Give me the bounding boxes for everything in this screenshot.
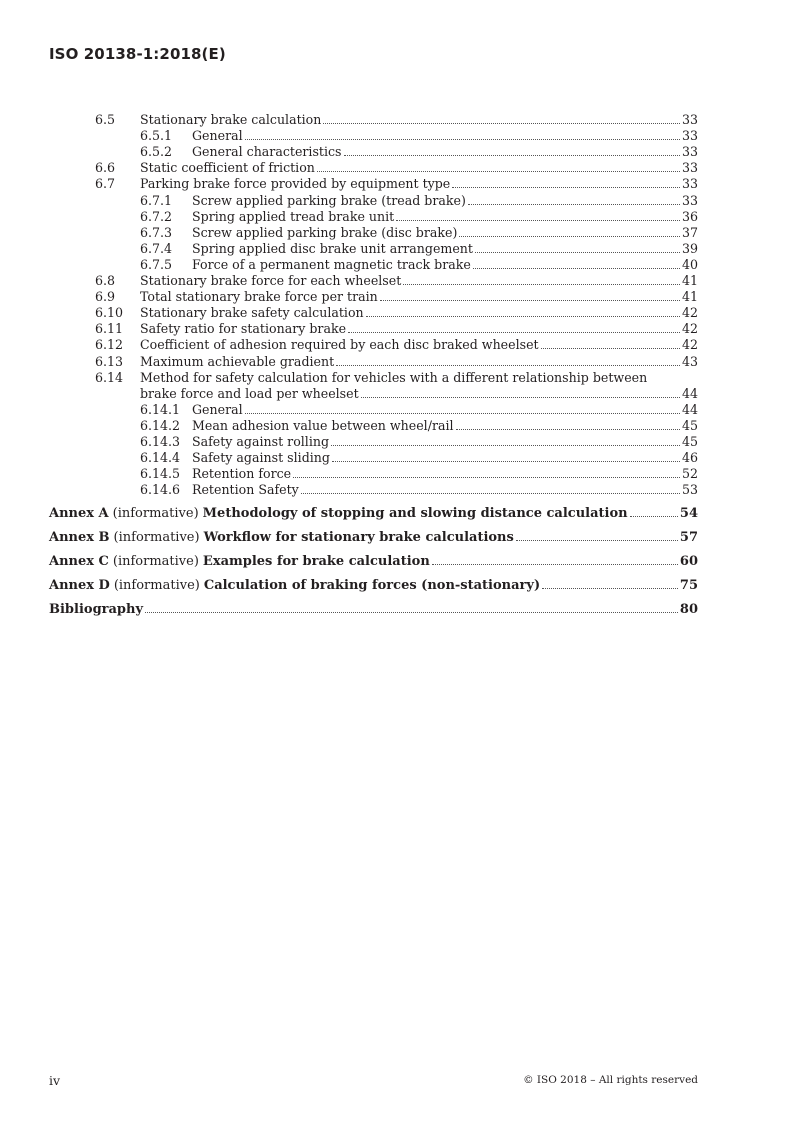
dot-leader xyxy=(366,316,680,317)
toc-entry-page: 37 xyxy=(681,224,698,240)
dot-leader xyxy=(468,204,680,205)
toc-entry-page: 52 xyxy=(681,466,698,482)
dot-leader xyxy=(396,220,680,221)
toc-entry-number: 6.9 xyxy=(95,289,116,305)
toc-entry-title: Spring applied tread brake unit xyxy=(192,208,395,224)
toc-entry-page: 46 xyxy=(681,450,698,466)
toc-entry-number: 6.7.1 xyxy=(140,192,173,208)
dot-leader xyxy=(452,187,680,188)
toc-entry-number: 6.11 xyxy=(95,321,124,337)
toc-entry-number: 6.5.1 xyxy=(140,128,173,144)
dot-leader xyxy=(145,612,678,613)
annex-label: Annex A xyxy=(49,506,109,521)
toc-entry-title: Force of a permanent magnetic track brake xyxy=(192,256,471,272)
annex-label: Annex D xyxy=(49,578,110,593)
toc-entry[interactable] xyxy=(0,209,698,225)
annex-entry[interactable] xyxy=(49,577,698,595)
toc-entry[interactable] xyxy=(0,289,698,305)
dot-leader xyxy=(403,284,680,285)
toc-entry-title: Spring applied disc brake unit arrangement xyxy=(192,240,473,256)
toc-entry-page: 39 xyxy=(681,240,698,256)
toc-entry-title: General xyxy=(192,128,243,144)
toc-entry-title: Parking brake force provided by equipment type xyxy=(140,176,451,192)
toc-entry[interactable] xyxy=(0,273,698,289)
dot-leader xyxy=(348,332,680,333)
annex-informative-tag: (informative) xyxy=(113,530,200,545)
toc-entry-page: 42 xyxy=(681,305,698,321)
toc-entry[interactable] xyxy=(0,337,698,353)
toc-entry-number: 6.5 xyxy=(95,112,116,127)
dot-leader xyxy=(380,300,680,301)
dot-leader xyxy=(459,236,680,237)
dot-leader xyxy=(456,429,680,430)
toc-entry-number: 6.7.4 xyxy=(140,240,173,256)
bibliography-entry[interactable] xyxy=(49,601,698,619)
toc-entry-page: 44 xyxy=(681,401,698,417)
dot-leader xyxy=(542,588,678,589)
toc-entry-number: 6.7.3 xyxy=(140,224,173,240)
toc-entry-page: 33 xyxy=(681,176,698,192)
toc-entry-page: 44 xyxy=(681,385,698,401)
toc-entry-number: 6.6 xyxy=(95,160,116,176)
toc-entry[interactable] xyxy=(0,466,698,482)
annex-informative-tag: (informative) xyxy=(112,506,199,521)
annex-title: Methodology of stopping and slowing distance calculation xyxy=(202,506,628,521)
annex-title: Workflow for stationary brake calculations xyxy=(203,530,514,545)
toc-entry-title: Static coefficient of friction xyxy=(140,160,315,176)
toc-entry-title: Screw applied parking brake (tread brake) xyxy=(192,192,466,208)
toc-entry[interactable] xyxy=(0,402,698,418)
toc-entry[interactable] xyxy=(0,434,698,450)
toc-entry-page: 33 xyxy=(681,192,698,208)
annex-label: Annex C xyxy=(49,554,109,569)
toc-entry[interactable] xyxy=(0,482,698,498)
toc-entry[interactable] xyxy=(0,160,698,176)
toc-entry[interactable] xyxy=(0,241,698,257)
page-number: iv xyxy=(49,1073,61,1088)
toc-entry-title: General characteristics xyxy=(192,144,342,160)
toc-entry-number: 6.14.6 xyxy=(140,482,181,498)
toc-entry-number: 6.12 xyxy=(95,337,124,353)
toc-entry-page: 33 xyxy=(681,160,698,176)
dot-leader xyxy=(323,123,680,124)
dot-leader xyxy=(473,268,680,269)
toc-entry-number: 6.13 xyxy=(95,353,124,369)
toc-entry-page: 33 xyxy=(681,112,698,127)
toc-entry-number: 6.14.3 xyxy=(140,434,181,449)
toc-entry[interactable] xyxy=(0,418,698,434)
toc-entry-page: 45 xyxy=(681,434,698,449)
toc-entry-title: Safety ratio for stationary brake xyxy=(140,321,347,337)
annex-informative-tag: (informative) xyxy=(113,578,200,593)
dot-leader xyxy=(331,445,680,446)
toc-entry[interactable] xyxy=(0,321,698,337)
toc-entry[interactable] xyxy=(0,370,698,386)
toc-entry[interactable] xyxy=(0,354,698,370)
dot-leader xyxy=(432,564,678,565)
toc-entry[interactable] xyxy=(0,176,698,192)
toc-entry-number: 6.7 xyxy=(95,176,116,192)
dot-leader xyxy=(293,477,680,478)
toc-entry-continuation[interactable] xyxy=(0,386,698,402)
toc-entry[interactable] xyxy=(0,144,698,160)
toc-entry[interactable] xyxy=(0,112,698,128)
toc-entry-title: General xyxy=(192,401,243,417)
dot-leader xyxy=(245,139,680,140)
toc-entry-page: 33 xyxy=(681,128,698,144)
toc-entry-number: 6.14.4 xyxy=(140,450,181,466)
toc-entry-title: Mean adhesion value between wheel/rail xyxy=(192,417,454,433)
toc-entry-number: 6.14.2 xyxy=(140,417,181,433)
annex-label: Annex B xyxy=(49,530,110,545)
toc-entry-number: 6.5.2 xyxy=(140,144,173,160)
document-id-header: ISO 20138-1:2018(E) xyxy=(49,45,226,63)
annex-title: Calculation of braking forces (non-stationary) xyxy=(203,578,541,593)
toc-entry[interactable] xyxy=(0,128,698,144)
toc-entry-title: Stationary brake force for each wheelset xyxy=(140,273,402,288)
copyright-notice: © ISO 2018 – All rights reserved xyxy=(523,1074,698,1086)
dot-leader xyxy=(516,540,678,541)
toc-entry-title: Method for safety calculation for vehicles with a different relationship between xyxy=(140,369,648,385)
dot-leader xyxy=(630,516,678,517)
dot-leader xyxy=(301,493,680,494)
toc-entry-number: 6.7.2 xyxy=(140,208,173,224)
bibliography-label: Bibliography xyxy=(49,602,144,617)
toc-entry-number: 6.14 xyxy=(95,369,124,385)
toc-entry-page: 45 xyxy=(681,417,698,433)
dot-leader xyxy=(332,461,680,462)
toc-entry[interactable] xyxy=(0,305,698,321)
toc-entry-title-continued: brake force and load per wheelset xyxy=(140,385,359,401)
toc-entry-number: 6.14.5 xyxy=(140,466,181,482)
annex-page: 54 xyxy=(679,506,698,521)
dot-leader xyxy=(361,397,680,398)
dot-leader xyxy=(541,348,680,349)
toc-entry-title: Coefficient of adhesion required by each disc braked wheelset xyxy=(140,337,539,353)
toc-entry-page: 41 xyxy=(681,273,698,288)
dot-leader xyxy=(344,155,680,156)
toc-entry-number: 6.8 xyxy=(95,273,116,288)
toc-entry-number: 6.14.1 xyxy=(140,401,181,417)
toc-entry-page: 53 xyxy=(681,482,698,498)
annex-page: 75 xyxy=(679,578,698,593)
toc-entry-title: Total stationary brake force per train xyxy=(140,289,378,305)
toc-entry[interactable] xyxy=(0,225,698,241)
bibliography-page: 80 xyxy=(679,602,698,617)
toc-entry-title: Screw applied parking brake (disc brake) xyxy=(192,224,458,240)
toc-entry-page: 42 xyxy=(681,321,698,337)
dot-leader xyxy=(336,365,680,366)
toc-entry-page: 40 xyxy=(681,256,698,272)
toc-entry[interactable] xyxy=(0,193,698,209)
annex-title: Examples for brake calculation xyxy=(202,554,430,569)
annex-entry[interactable] xyxy=(49,529,698,547)
dot-leader xyxy=(475,252,680,253)
annex-page: 60 xyxy=(679,554,698,569)
annex-entry[interactable] xyxy=(49,505,698,523)
toc-entry-page: 33 xyxy=(681,144,698,160)
toc-entry-title: Retention Safety xyxy=(192,482,299,498)
toc-entry-title: Safety against rolling xyxy=(192,434,330,449)
toc-entry-title: Stationary brake safety calculation xyxy=(140,305,364,321)
toc-entry-page: 41 xyxy=(681,289,698,305)
toc-entry-number: 6.10 xyxy=(95,305,124,321)
toc-entry[interactable] xyxy=(0,450,698,466)
toc-entry-page: 42 xyxy=(681,337,698,353)
toc-entry[interactable] xyxy=(0,257,698,273)
toc-entry-title: Retention force xyxy=(192,466,292,482)
annex-informative-tag: (informative) xyxy=(112,554,199,569)
annex-entry[interactable] xyxy=(49,553,698,571)
toc-entry-number: 6.7.5 xyxy=(140,256,173,272)
toc-entry-page: 43 xyxy=(681,353,698,369)
toc-entry-title: Maximum achievable gradient xyxy=(140,353,335,369)
annex-page: 57 xyxy=(679,530,698,545)
dot-leader xyxy=(245,413,680,414)
toc-entry-page: 36 xyxy=(681,208,698,224)
toc-entry-title: Stationary brake calculation xyxy=(140,112,322,127)
dot-leader xyxy=(317,171,680,172)
toc-entry-title: Safety against sliding xyxy=(192,450,330,466)
